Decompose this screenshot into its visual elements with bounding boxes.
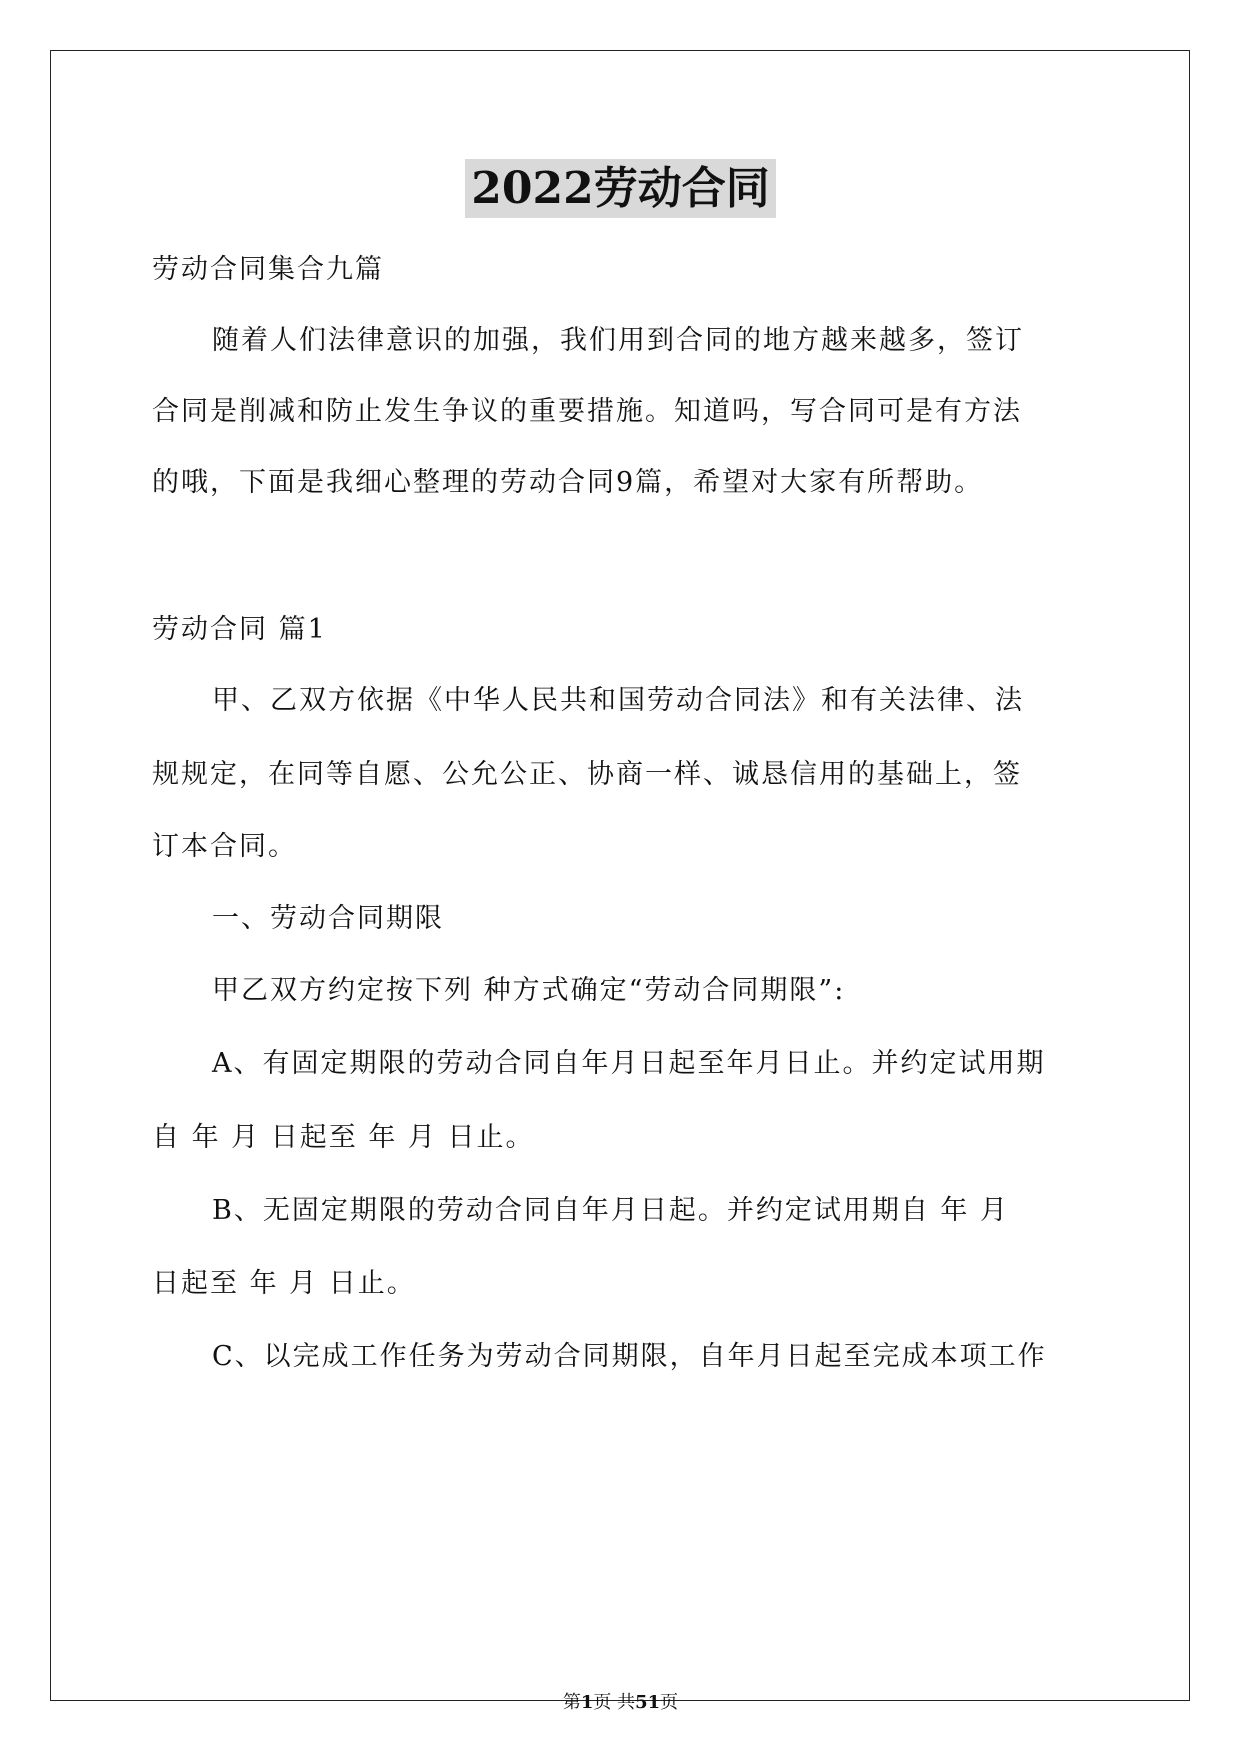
paragraph-line: 的哦，下面是我细心整理的劳动合同9篇，希望对大家有所帮助。 (152, 467, 984, 498)
paragraph-line: 订本合同。 (152, 831, 297, 862)
paragraph-line: A、有固定期限的劳动合同自年月日起至年月日止。并约定试用期 (212, 1048, 1046, 1079)
paragraph-line: B、无固定期限的劳动合同自年月日起。并约定试用期自 年 月 (212, 1195, 1010, 1226)
paragraph-line: 随着人们法律意识的加强，我们用到合同的地方越来越多，签订 (212, 325, 1024, 356)
paragraph-line: 自 年 月 日起至 年 月 日止。 (152, 1122, 535, 1153)
footer-mid: 页 共 (593, 1692, 636, 1713)
footer-prefix: 第 (562, 1692, 581, 1713)
paragraph-line: 甲乙双方约定按下列 种方式确定“劳动合同期限”: (212, 975, 846, 1006)
document-title: 2022劳动合同 (0, 152, 1241, 216)
clause-heading: 一、劳动合同期限 (212, 903, 444, 934)
paragraph-line: 甲、乙双方依据《中华人民共和国劳动合同法》和有关法律、法 (212, 685, 1024, 716)
paragraph-line: C、以完成工作任务为劳动合同期限，自年月日起至完成本项工作 (212, 1341, 1047, 1372)
page-border (50, 50, 1190, 1701)
footer-suffix: 页 (660, 1692, 679, 1713)
paragraph-line: 规规定，在同等自愿、公允公正、协商一样、诚恳信用的基础上，签 (152, 759, 1022, 790)
paragraph-line: 合同是削减和防止发生争议的重要措施。知道吗，写合同可是有方法 (152, 396, 1022, 427)
section-heading: 劳动合同 篇1 (152, 614, 327, 645)
footer-total-pages: 51 (635, 1692, 661, 1713)
page-footer (0, 1688, 1241, 1714)
subtitle: 劳动合同集合九篇 (152, 254, 384, 285)
paragraph-line: 日起至 年 月 日止。 (152, 1268, 416, 1299)
footer-page-number: 1 (580, 1692, 594, 1713)
